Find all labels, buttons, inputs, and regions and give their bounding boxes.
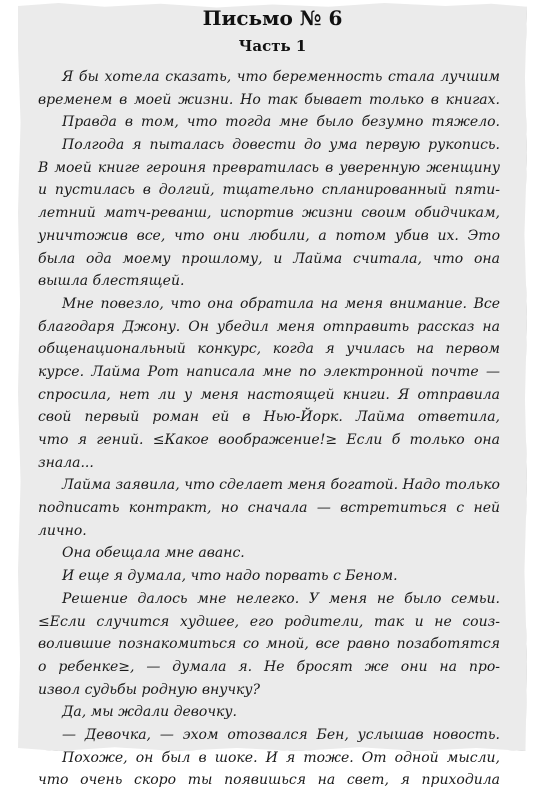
text-line: лично. — [38, 522, 87, 539]
text-line: была ода моему прошлому, и Лайма считала, что она — [38, 250, 500, 267]
text-line: Она обещала мне аванс. — [62, 545, 245, 562]
text-line: о ребенке≥, — думала я. Не бросят же они на про- — [38, 658, 500, 675]
text-line: В моей книге героиня превратилась в уверенную женщину — [38, 159, 500, 176]
text-line: подписать контракт, но сначала — встретиться с ней — [38, 500, 500, 517]
text-line: извол судьбы родную внучку? — [38, 681, 261, 698]
text-line: спросила, нет ли у меня настоящей книги. Я отправила — [38, 386, 500, 403]
text-line: общенациональный конкурс, когда я училась на первом — [38, 341, 500, 358]
text-line: Похоже, он был в шоке. И я тоже. От одной мысли, — [62, 749, 500, 766]
text-line: знала... — [38, 454, 94, 471]
text-line: что я гений. ≤Какое воображение!≥ Если б только она — [38, 432, 500, 448]
text-line: курсе. Лайма Рот написала мне по электронной почте — — [38, 363, 500, 380]
text-line: Правда в том, что тогда мне было безумно тяжело. — [62, 114, 500, 131]
text-line: вышла блестящей. — [38, 273, 185, 290]
text-line: летний матч-реванш, испортив жизни своим обидчикам, — [38, 205, 500, 222]
text-line: Я бы хотела сказать, что беременность стала лучшим — [62, 69, 500, 85]
letter-title: Письмо № 6 — [202, 6, 343, 30]
text-line: ≤Если случится худшее, его родители, так и не соиз- — [38, 613, 500, 630]
text-line: временем в моей жизни. Но так бывает только в книгах. — [38, 91, 500, 108]
text-line: Решение далось мне нелегко. У меня не было семьи. — [62, 590, 500, 607]
text-line: Мне повезло, что она обратила на меня внимание. Все — [62, 295, 500, 312]
text-line: что очень скоро ты появишься на свет, я приходила — [38, 772, 500, 789]
text-line: Да, мы ждали девочку. — [62, 704, 237, 721]
text-line: и пустилась в долгий, тщательно спланированный пяти- — [38, 182, 500, 199]
text-line: уничтожив все, что они любили, а потом убив их. Это — [38, 227, 500, 244]
text-line: — Девочка, — эхом отозвался Бен, услышав новость. — [62, 726, 500, 743]
part-subtitle: Часть 1 — [238, 37, 307, 55]
text-line: благодаря Джону. Он убедил меня отправить рассказ на — [38, 318, 500, 335]
text-line: И еще я думала, что надо порвать с Беном. — [62, 568, 398, 585]
text-line: Полгода я пыталась довести до ума первую рукопись. — [62, 137, 500, 154]
letter-body — [38, 66, 500, 792]
text-line: свой первый роман ей в Нью-Йорк. Лайма ответила, — [38, 409, 500, 426]
text-line: Лайма заявила, что сделает меня богатой. Надо только — [62, 477, 500, 494]
text-line: волившие познакомиться со мной, все равно позаботятся — [38, 636, 500, 653]
